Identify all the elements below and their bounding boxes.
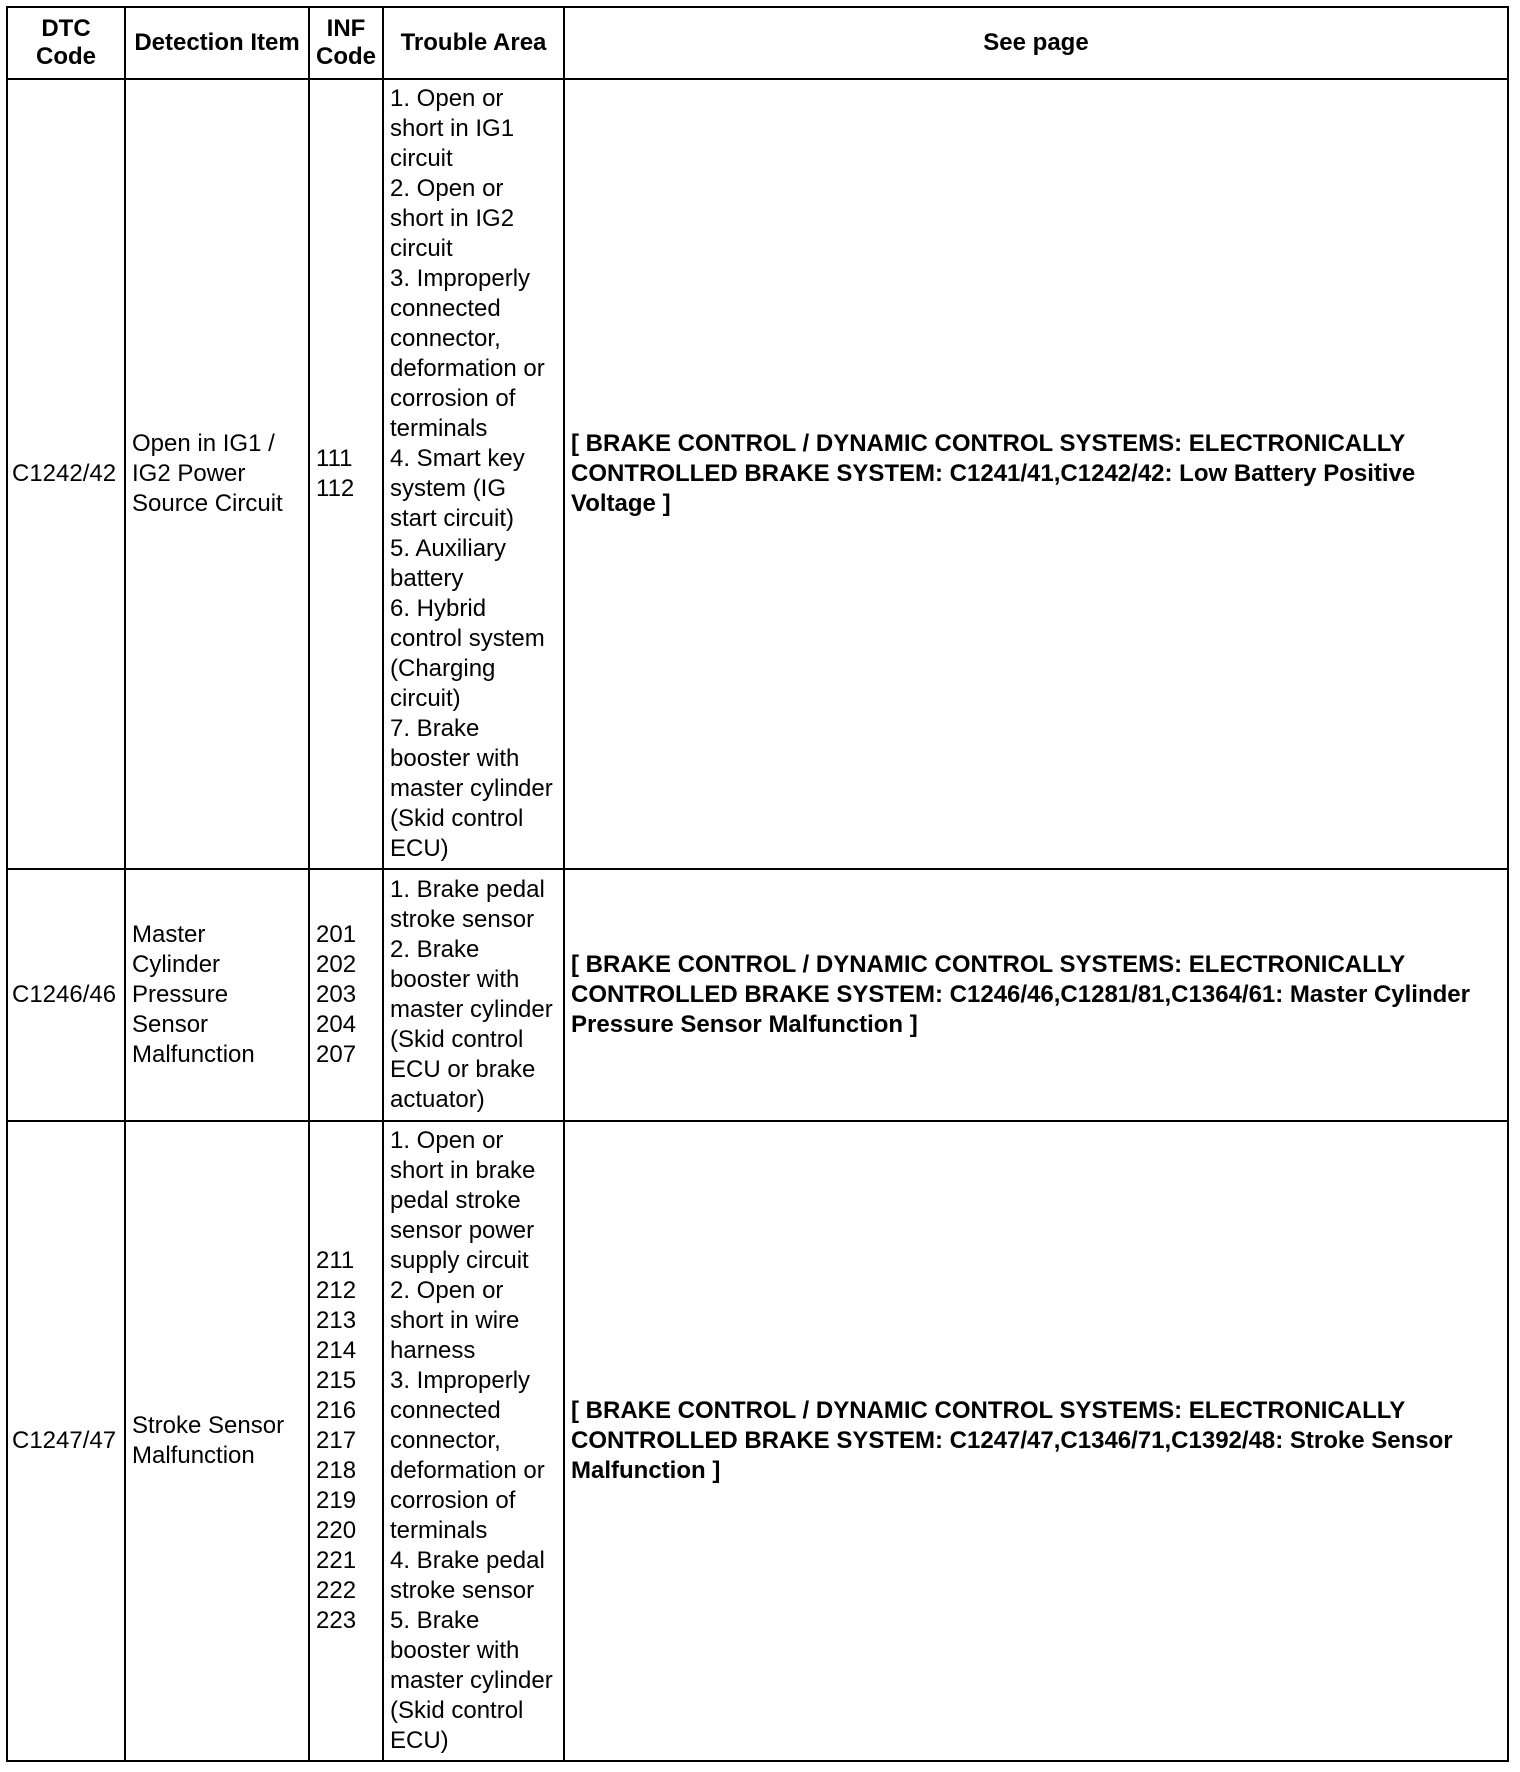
header-dtc-code: DTC Code <box>7 7 125 79</box>
trouble-item: 5. Brake booster with master cylinder (Skid control ECU) <box>390 1607 553 1754</box>
inf-code: 112 <box>316 475 355 502</box>
inf-code: 222 <box>316 1577 357 1604</box>
inf-code: 218 <box>316 1457 357 1484</box>
inf-code: 213 <box>316 1307 357 1334</box>
header-row <box>7 7 1508 79</box>
table-row <box>7 79 1508 869</box>
inf-code: 215 <box>316 1367 357 1394</box>
inf-code: 223 <box>316 1607 357 1634</box>
inf-code: 219 <box>316 1487 357 1514</box>
table-body <box>7 79 1508 1761</box>
inf-code: 220 <box>316 1517 357 1544</box>
inf-code: 201 <box>316 921 357 948</box>
dtc-code-cell: C1247/47 <box>7 1121 125 1761</box>
inf-code: 202 <box>316 951 357 978</box>
header-inf-code: INF Code <box>309 7 383 79</box>
inf-code: 204 <box>316 1011 357 1038</box>
inf-code-cell <box>309 869 383 1121</box>
trouble-item: 1. Brake pedal stroke sensor <box>390 876 545 933</box>
table-row <box>7 869 1508 1121</box>
detection-item-cell: Master Cylinder Pressure Sensor Malfunction <box>125 869 309 1121</box>
table-header <box>7 7 1508 79</box>
inf-code-cell <box>309 1121 383 1761</box>
detection-item-cell: Stroke Sensor Malfunction <box>125 1121 309 1761</box>
inf-code-cell <box>309 79 383 869</box>
detection-item-cell: Open in IG1 / IG2 Power Source Circuit <box>125 79 309 869</box>
inf-code: 203 <box>316 981 357 1008</box>
trouble-item: 3. Improperly connected connector, deformation or corrosion of terminals <box>390 265 545 442</box>
trouble-item: 5. Auxiliary battery <box>390 535 507 592</box>
trouble-item: 6. Hybrid control system (Charging circuit) <box>390 595 545 712</box>
header-detection-item: Detection Item <box>125 7 309 79</box>
trouble-item: 4. Brake pedal stroke sensor <box>390 1547 545 1604</box>
inf-code: 207 <box>316 1041 357 1068</box>
dtc-code-cell: C1242/42 <box>7 79 125 869</box>
inf-code: 214 <box>316 1337 357 1364</box>
trouble-item: 2. Open or short in wire harness <box>390 1277 520 1364</box>
inf-code: 111 <box>316 445 353 472</box>
trouble-item: 1. Open or short in IG1 circuit <box>390 85 515 172</box>
see-page-link[interactable]: [ BRAKE CONTROL / DYNAMIC CONTROL SYSTEMS: ELECTRONICALLY CONTROLLED BRAKE SYSTEM: C1241/41,C1242/42: Low Battery Positive Voltage ] <box>564 79 1508 869</box>
trouble-area-cell <box>383 79 564 869</box>
inf-code: 217 <box>316 1427 357 1454</box>
inf-code: 212 <box>316 1277 357 1304</box>
trouble-item: 2. Brake booster with master cylinder (Skid control ECU or brake actuator) <box>390 936 553 1113</box>
trouble-item: 1. Open or short in brake pedal stroke sensor power supply circuit <box>390 1127 536 1274</box>
trouble-item: 7. Brake booster with master cylinder (Skid control ECU) <box>390 715 553 862</box>
header-see-page: See page <box>564 7 1508 79</box>
dtc-table <box>6 6 1509 1762</box>
trouble-item: 4. Smart key system (IG start circuit) <box>390 445 525 532</box>
dtc-code-cell: C1246/46 <box>7 869 125 1121</box>
trouble-area-cell <box>383 869 564 1121</box>
inf-code: 211 <box>316 1247 355 1274</box>
inf-code: 221 <box>316 1547 357 1574</box>
inf-code: 216 <box>316 1397 357 1424</box>
see-page-link[interactable]: [ BRAKE CONTROL / DYNAMIC CONTROL SYSTEMS: ELECTRONICALLY CONTROLLED BRAKE SYSTEM: C1246/46,C1281/81,C1364/61: Master Cylinder Pressure Sensor Malfunction ] <box>564 869 1508 1121</box>
trouble-item: 2. Open or short in IG2 circuit <box>390 175 515 262</box>
header-trouble-area: Trouble Area <box>383 7 564 79</box>
table-row <box>7 1121 1508 1761</box>
trouble-item: 3. Improperly connected connector, deformation or corrosion of terminals <box>390 1367 545 1544</box>
see-page-link[interactable]: [ BRAKE CONTROL / DYNAMIC CONTROL SYSTEMS: ELECTRONICALLY CONTROLLED BRAKE SYSTEM: C1247/47,C1346/71,C1392/48: Stroke Sensor Malfunction ] <box>564 1121 1508 1761</box>
trouble-area-cell <box>383 1121 564 1761</box>
